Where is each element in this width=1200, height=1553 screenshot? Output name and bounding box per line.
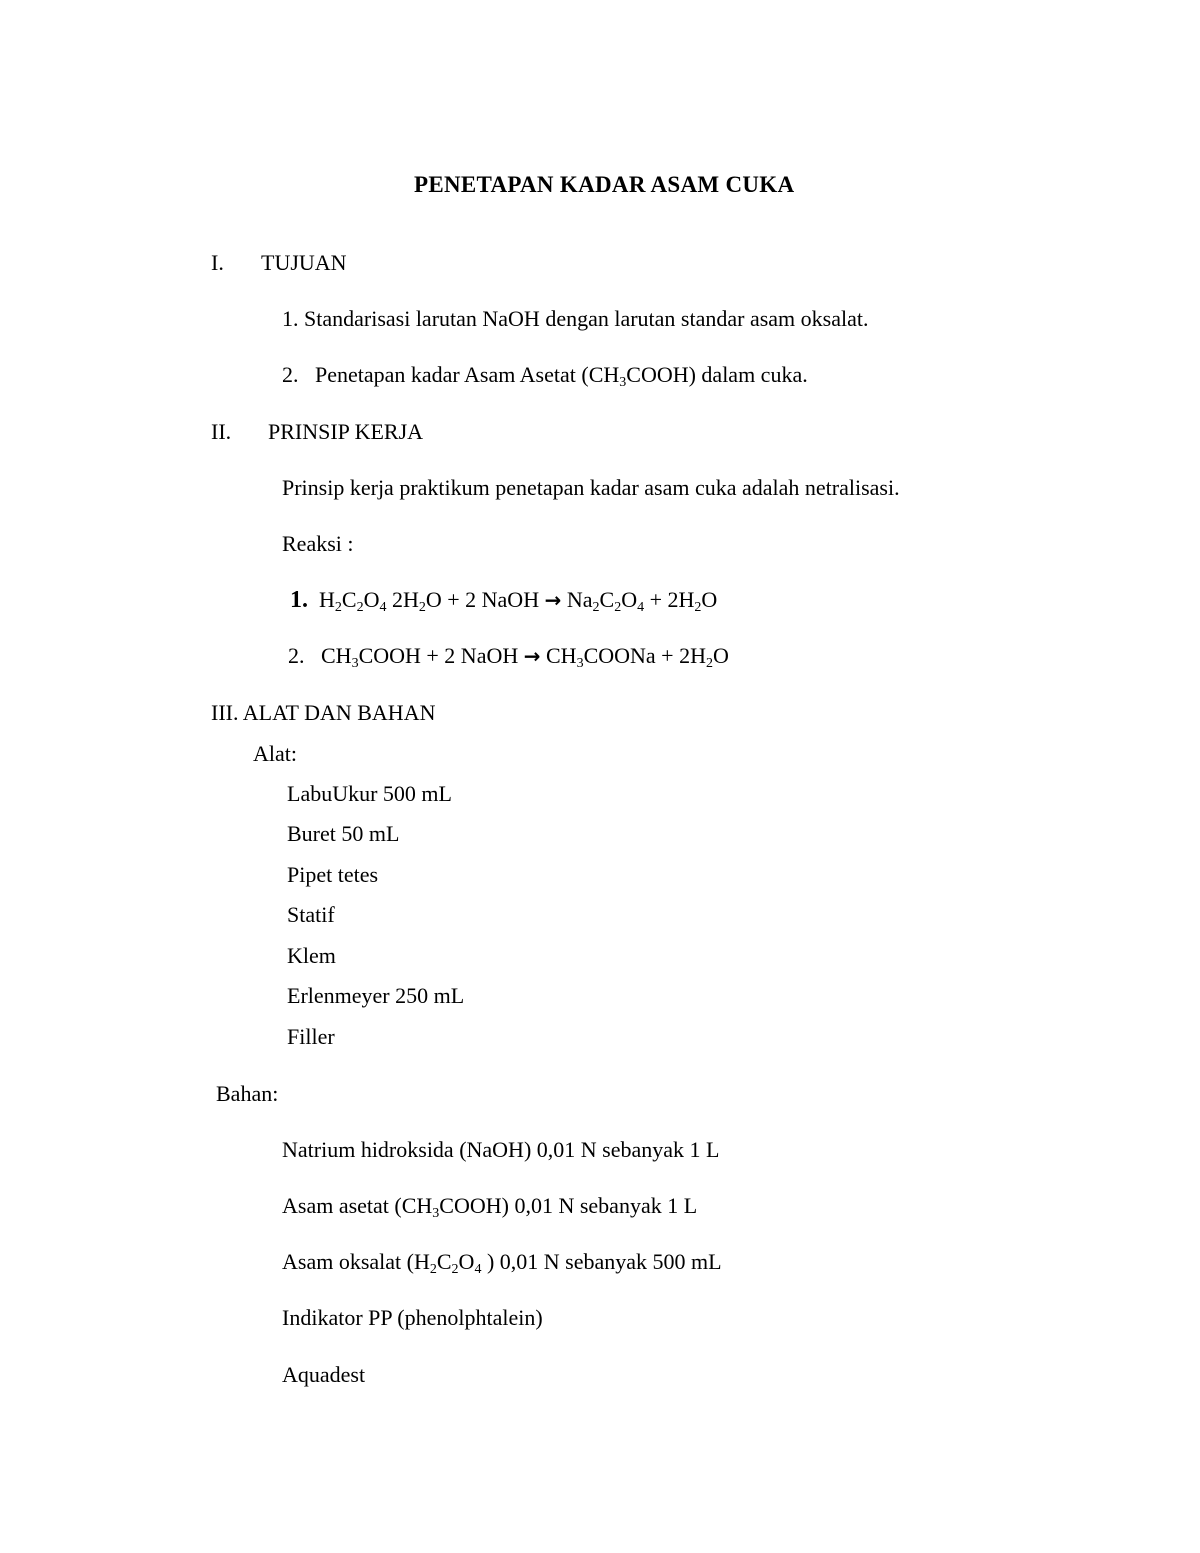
alat-item: Erlenmeyer 250 mL bbox=[287, 983, 465, 1008]
arrow-right-icon: → bbox=[544, 588, 562, 612]
section-heading-tujuan: TUJUAN bbox=[261, 250, 347, 275]
subscript: 2 bbox=[356, 600, 364, 615]
alat-item: Klem bbox=[287, 943, 336, 968]
tujuan-item-1 bbox=[282, 308, 868, 330]
bahan-item: Natrium hidroksida (NaOH) 0,01 N sebanyak 1 L bbox=[282, 1137, 720, 1162]
tujuan-item-2 bbox=[282, 362, 808, 390]
bahan-item: Aquadest bbox=[282, 1362, 366, 1387]
alat-label: Alat: bbox=[253, 741, 297, 766]
formula-part: COOH + 2 NaOH bbox=[358, 643, 524, 668]
subscript: 2 bbox=[334, 600, 342, 615]
text-part: O bbox=[458, 1249, 475, 1274]
section-heading-alat-bahan: III. ALAT DAN BAHAN bbox=[211, 700, 436, 725]
arrow-right-icon: → bbox=[523, 644, 541, 668]
bahan-label: Bahan: bbox=[216, 1081, 279, 1106]
subscript: 3 bbox=[619, 375, 627, 390]
subscript: 4 bbox=[474, 1262, 482, 1277]
tujuan-item-2-text bbox=[315, 362, 808, 390]
formula-part: 2H bbox=[386, 587, 419, 612]
text-part: C bbox=[436, 1249, 452, 1274]
subscript: 4 bbox=[379, 600, 387, 615]
formula-part: Na bbox=[566, 587, 593, 612]
section-heading-prinsip: PRINSIP KERJA bbox=[268, 419, 424, 444]
text-part: COOH) dalam cuka. bbox=[626, 362, 808, 387]
alat-item: Pipet tetes bbox=[287, 862, 379, 887]
alat-item: Statif bbox=[287, 902, 335, 927]
formula-part: O bbox=[621, 587, 638, 612]
formula-part: CH bbox=[546, 643, 577, 668]
reaction-1-number: 1. bbox=[290, 587, 308, 613]
subscript: 2 bbox=[614, 600, 622, 615]
bahan-item bbox=[282, 1249, 722, 1277]
subscript: 2 bbox=[705, 656, 713, 671]
subscript: 3 bbox=[576, 656, 584, 671]
formula-part: C bbox=[341, 587, 357, 612]
reaksi-label: Reaksi : bbox=[282, 531, 354, 556]
reaction-2-number: 2. bbox=[288, 643, 305, 668]
text-part: COOH) 0,01 N sebanyak 1 L bbox=[439, 1193, 698, 1218]
section-numeral-1: I. bbox=[211, 250, 224, 275]
formula-part: O bbox=[363, 587, 380, 612]
bahan-item: Indikator PP (phenolphtalein) bbox=[282, 1305, 543, 1330]
subscript: 2 bbox=[429, 1262, 437, 1277]
text-part: ) 0,01 N sebanyak 500 mL bbox=[481, 1249, 722, 1274]
subscript: 2 bbox=[418, 600, 426, 615]
tujuan-item-1-text: Standarisasi larutan NaOH dengan larutan standar asam oksalat. bbox=[304, 306, 869, 331]
subscript: 2 bbox=[694, 600, 702, 615]
formula-part: + 2H bbox=[644, 587, 695, 612]
bahan-item bbox=[282, 1193, 698, 1221]
tujuan-item-2-number: 2. bbox=[282, 362, 299, 387]
page-title: PENETAPAN KADAR ASAM CUKA bbox=[414, 172, 795, 197]
alat-item: Buret 50 mL bbox=[287, 821, 400, 846]
tujuan-item-1-number: 1. bbox=[282, 306, 299, 331]
text-part: Asam oksalat (H bbox=[282, 1249, 430, 1274]
subscript: 2 bbox=[451, 1262, 459, 1277]
section-numeral-2: II. bbox=[211, 419, 232, 444]
reaction-1 bbox=[290, 587, 718, 615]
prinsip-text: Prinsip kerja praktikum penetapan kadar asam cuka adalah netralisasi. bbox=[282, 475, 900, 500]
subscript: 3 bbox=[432, 1206, 440, 1221]
text-part: Penetapan kadar Asam Asetat (CH bbox=[315, 362, 620, 387]
formula-part: H bbox=[319, 587, 335, 612]
subscript: 3 bbox=[351, 656, 359, 671]
alat-item: LabuUkur 500 mL bbox=[287, 781, 452, 806]
formula-part: O bbox=[712, 643, 729, 668]
formula-part: O + 2 NaOH bbox=[425, 587, 545, 612]
text-part: Asam asetat (CH bbox=[282, 1193, 433, 1218]
subscript: 2 bbox=[592, 600, 600, 615]
formula-part: CH bbox=[321, 643, 352, 668]
reaction-2 bbox=[288, 643, 729, 671]
subscript: 4 bbox=[637, 600, 645, 615]
alat-item: Filler bbox=[287, 1024, 335, 1049]
formula-part: O bbox=[701, 587, 718, 612]
formula-part: COONa + 2H bbox=[583, 643, 706, 668]
formula-part: C bbox=[599, 587, 615, 612]
